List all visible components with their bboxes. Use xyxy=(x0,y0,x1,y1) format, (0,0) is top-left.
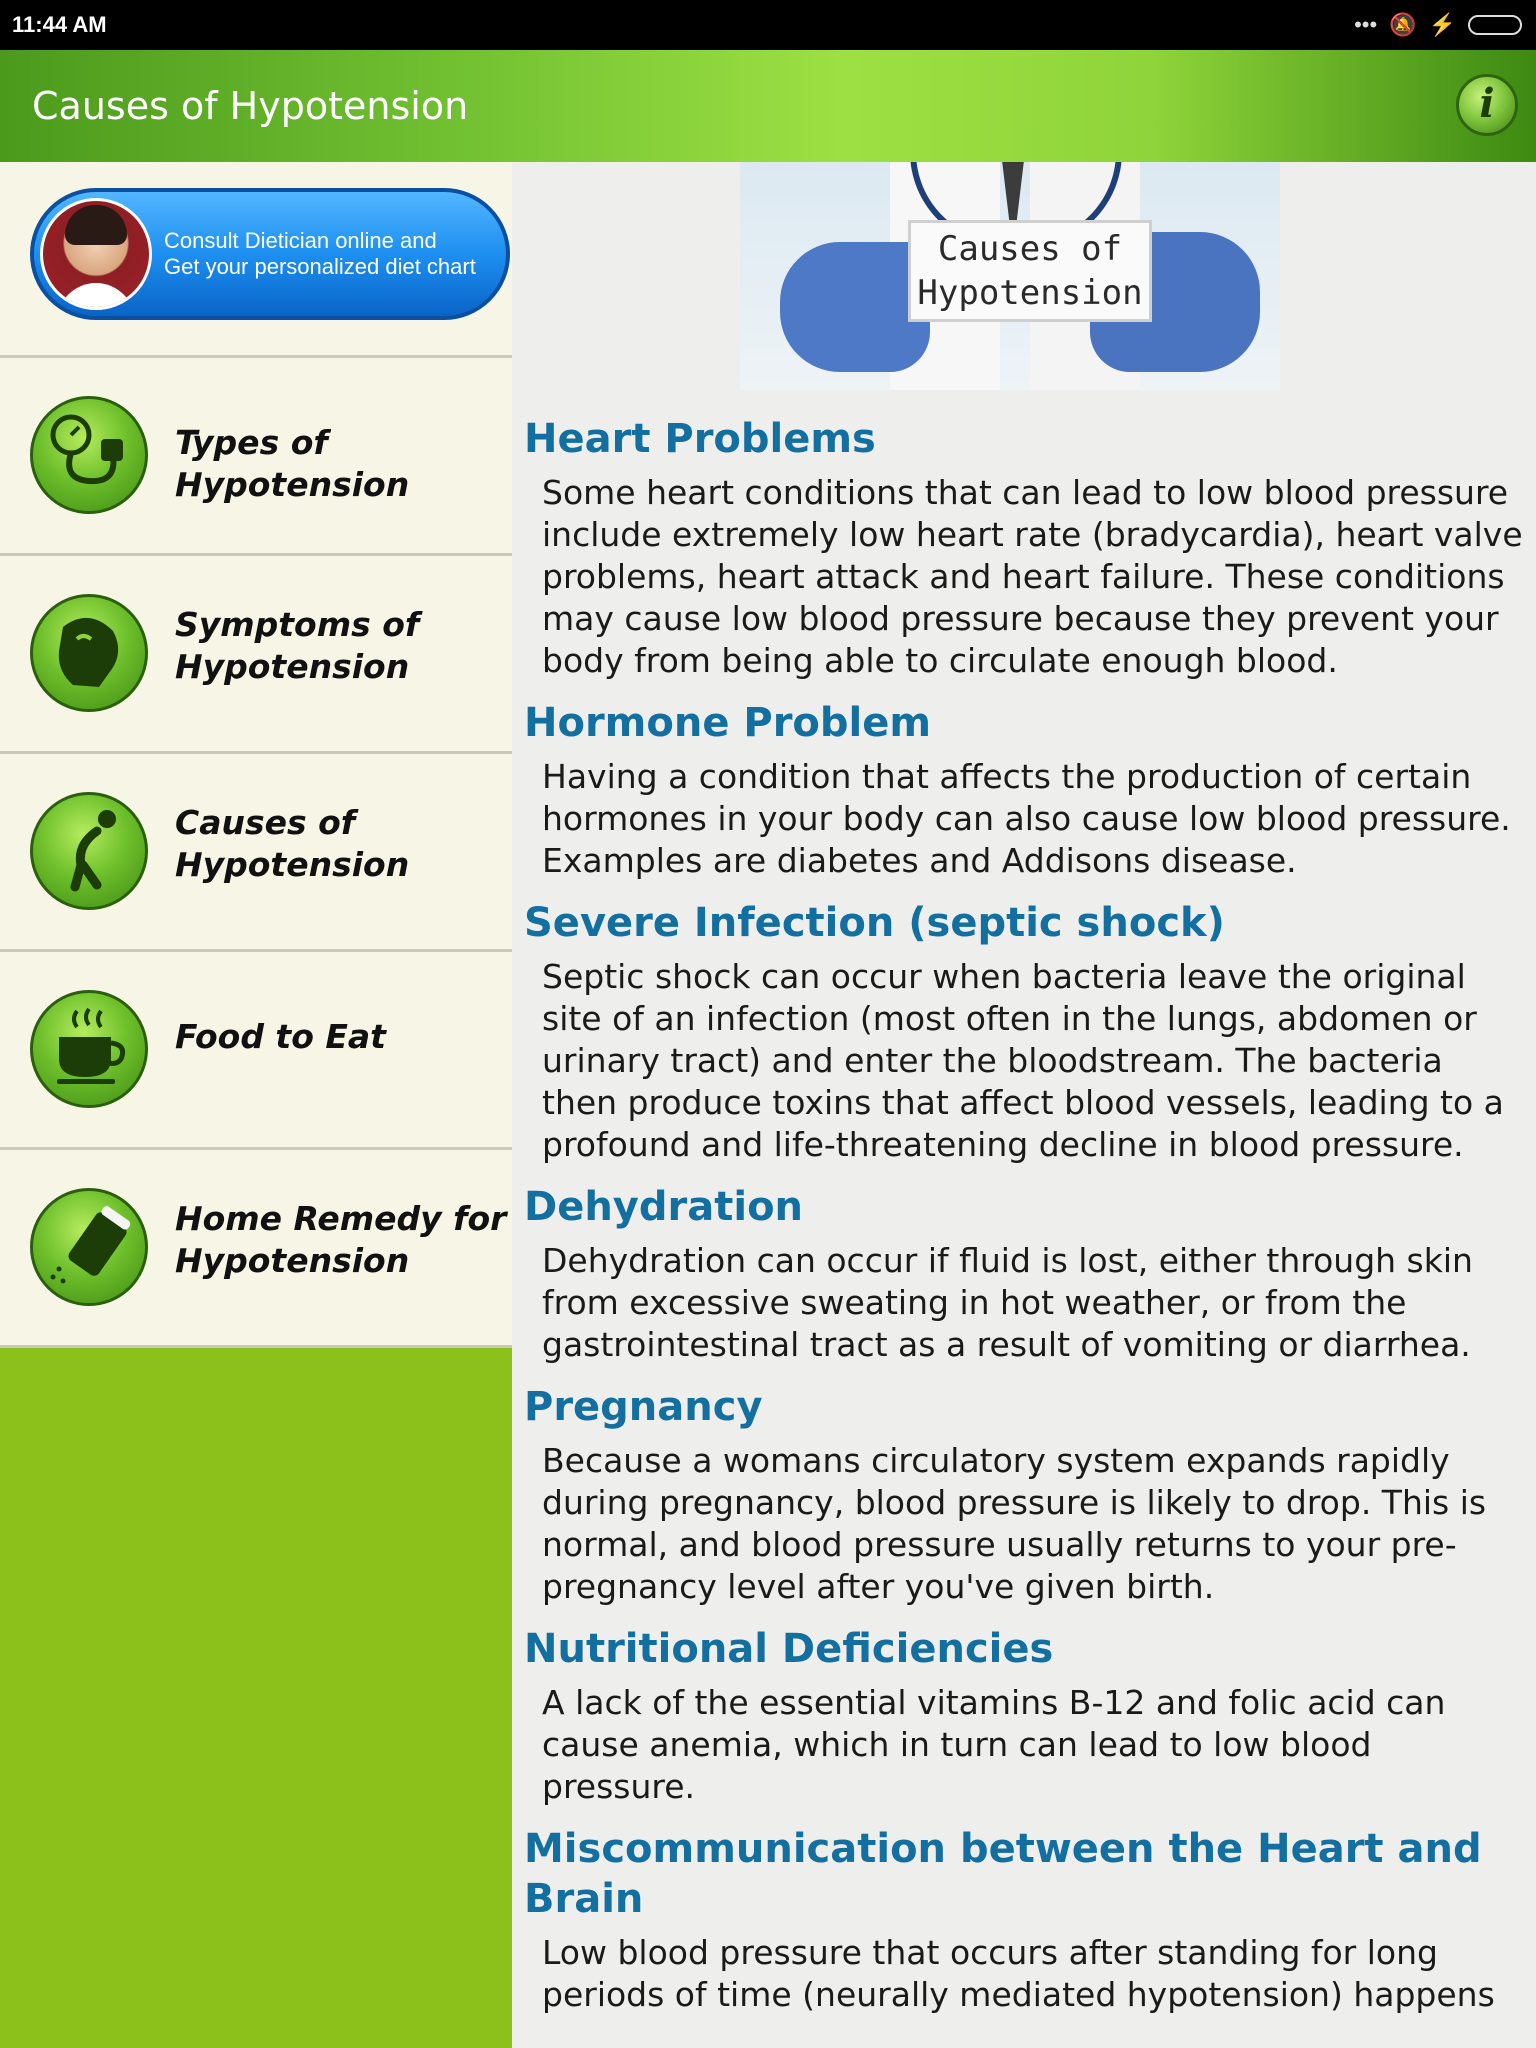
sidebar-item-symptoms[interactable] xyxy=(0,556,512,754)
section-body: Low blood pressure that occurs after standing for long periods of time (neurally mediated hypotension) happens xyxy=(542,1933,1495,2014)
content-pane[interactable] xyxy=(512,162,1536,2048)
page-title: Causes of Hypotension xyxy=(32,84,469,128)
mute-icon: 🔕 xyxy=(1389,12,1417,37)
sidebar-item-label: Home Remedy for Hypotension xyxy=(175,1199,507,1280)
section-body: Some heart conditions that can lead to low blood pressure include extremely low heart rate (bradycardia), heart valve problems, heart attack and heart failure. These conditions may cause low blood pressure because they prevent your body from being able to circulate enough blood. xyxy=(542,473,1523,680)
section-dehydration xyxy=(524,1182,1524,1382)
consult-line-2: Get your personalized diet chart xyxy=(164,254,476,279)
fainting-person-icon xyxy=(30,792,148,910)
dizzy-head-icon xyxy=(30,594,148,712)
section-body: Because a womans circulatory system expands rapidly during pregnancy, blood pressure is likely to drop. This is normal, and blood pressure usually returns to your pre-pregnancy level after you've given birth. xyxy=(542,1441,1487,1606)
section-pregnancy xyxy=(524,1382,1524,1624)
hero-sign-line-2: Hypotension xyxy=(917,273,1143,313)
consult-line-1: Consult Dietician online and xyxy=(164,228,437,253)
consult-panel xyxy=(0,162,512,358)
section-heart-problems xyxy=(524,414,1524,698)
section-nutritional-deficiencies xyxy=(524,1624,1524,1824)
section-body: A lack of the essential vitamins B-12 and folic acid can cause anemia, which in turn can lead to low blood pressure. xyxy=(542,1683,1446,1806)
section-severe-infection xyxy=(524,898,1524,1182)
section-heading: Pregnancy xyxy=(524,1384,763,1430)
sidebar-item-causes[interactable] xyxy=(0,754,512,952)
sidebar-item-label: Symptoms of Hypotension xyxy=(175,605,420,686)
section-hormone-problem xyxy=(524,698,1524,898)
sidebar-item-remedy[interactable] xyxy=(0,1150,512,1348)
sidebar-item-label: Types of Hypotension xyxy=(175,423,410,504)
battery-icon xyxy=(1468,15,1522,35)
hero-sign-line-1: Causes of xyxy=(937,229,1123,269)
status-time: 11:44 AM xyxy=(12,12,107,37)
hot-cup-icon xyxy=(30,990,148,1108)
info-icon[interactable]: i xyxy=(1456,74,1518,136)
blood-pressure-icon xyxy=(30,396,148,514)
charging-icon: ⚡ xyxy=(1428,12,1456,37)
section-miscommunication xyxy=(524,1824,1524,2032)
sidebar xyxy=(0,162,512,2048)
consult-dietician-button[interactable] xyxy=(30,188,510,320)
article xyxy=(524,414,1524,2032)
consult-text xyxy=(164,228,476,280)
hero-sign xyxy=(908,220,1152,322)
status-bar xyxy=(0,0,1536,50)
sidebar-item-food[interactable] xyxy=(0,952,512,1150)
sidebar-item-label: Food to Eat xyxy=(175,1017,386,1056)
status-icons xyxy=(1354,10,1522,40)
section-body: Dehydration can occur if fluid is lost, either through skin from excessive sweating in hot weather, or from the gastrointestinal tract as a result of vomiting or diarrhea. xyxy=(542,1241,1473,1364)
more-icon: ••• xyxy=(1354,12,1378,37)
section-body: Septic shock can occur when bacteria leave the original site of an infection (most often in the lungs, abdomen or urinary tract) and enter the bloodstream. The bacteria then produce toxins that affect blood vessels, leading to a profound and life-threatening decline in blood pressure. xyxy=(542,957,1504,1164)
section-heading: Nutritional Deficiencies xyxy=(524,1626,1054,1672)
hero-image xyxy=(740,162,1280,390)
app-bar xyxy=(0,50,1536,162)
dietician-avatar xyxy=(40,198,152,310)
section-heading: Severe Infection (septic shock) xyxy=(524,900,1225,946)
section-heading: Heart Problems xyxy=(524,416,876,462)
salt-shaker-icon xyxy=(30,1188,148,1306)
section-heading: Miscommunication between the Heart and Brain xyxy=(524,1826,1482,1922)
sidebar-item-label: Causes of Hypotension xyxy=(175,803,410,884)
section-heading: Hormone Problem xyxy=(524,700,932,746)
sidebar-item-types[interactable] xyxy=(0,358,512,556)
section-body: Having a condition that affects the production of certain hormones in your body can also cause low blood pressure. Examples are diabetes and Addisons disease. xyxy=(542,757,1511,880)
section-heading: Dehydration xyxy=(524,1184,804,1230)
